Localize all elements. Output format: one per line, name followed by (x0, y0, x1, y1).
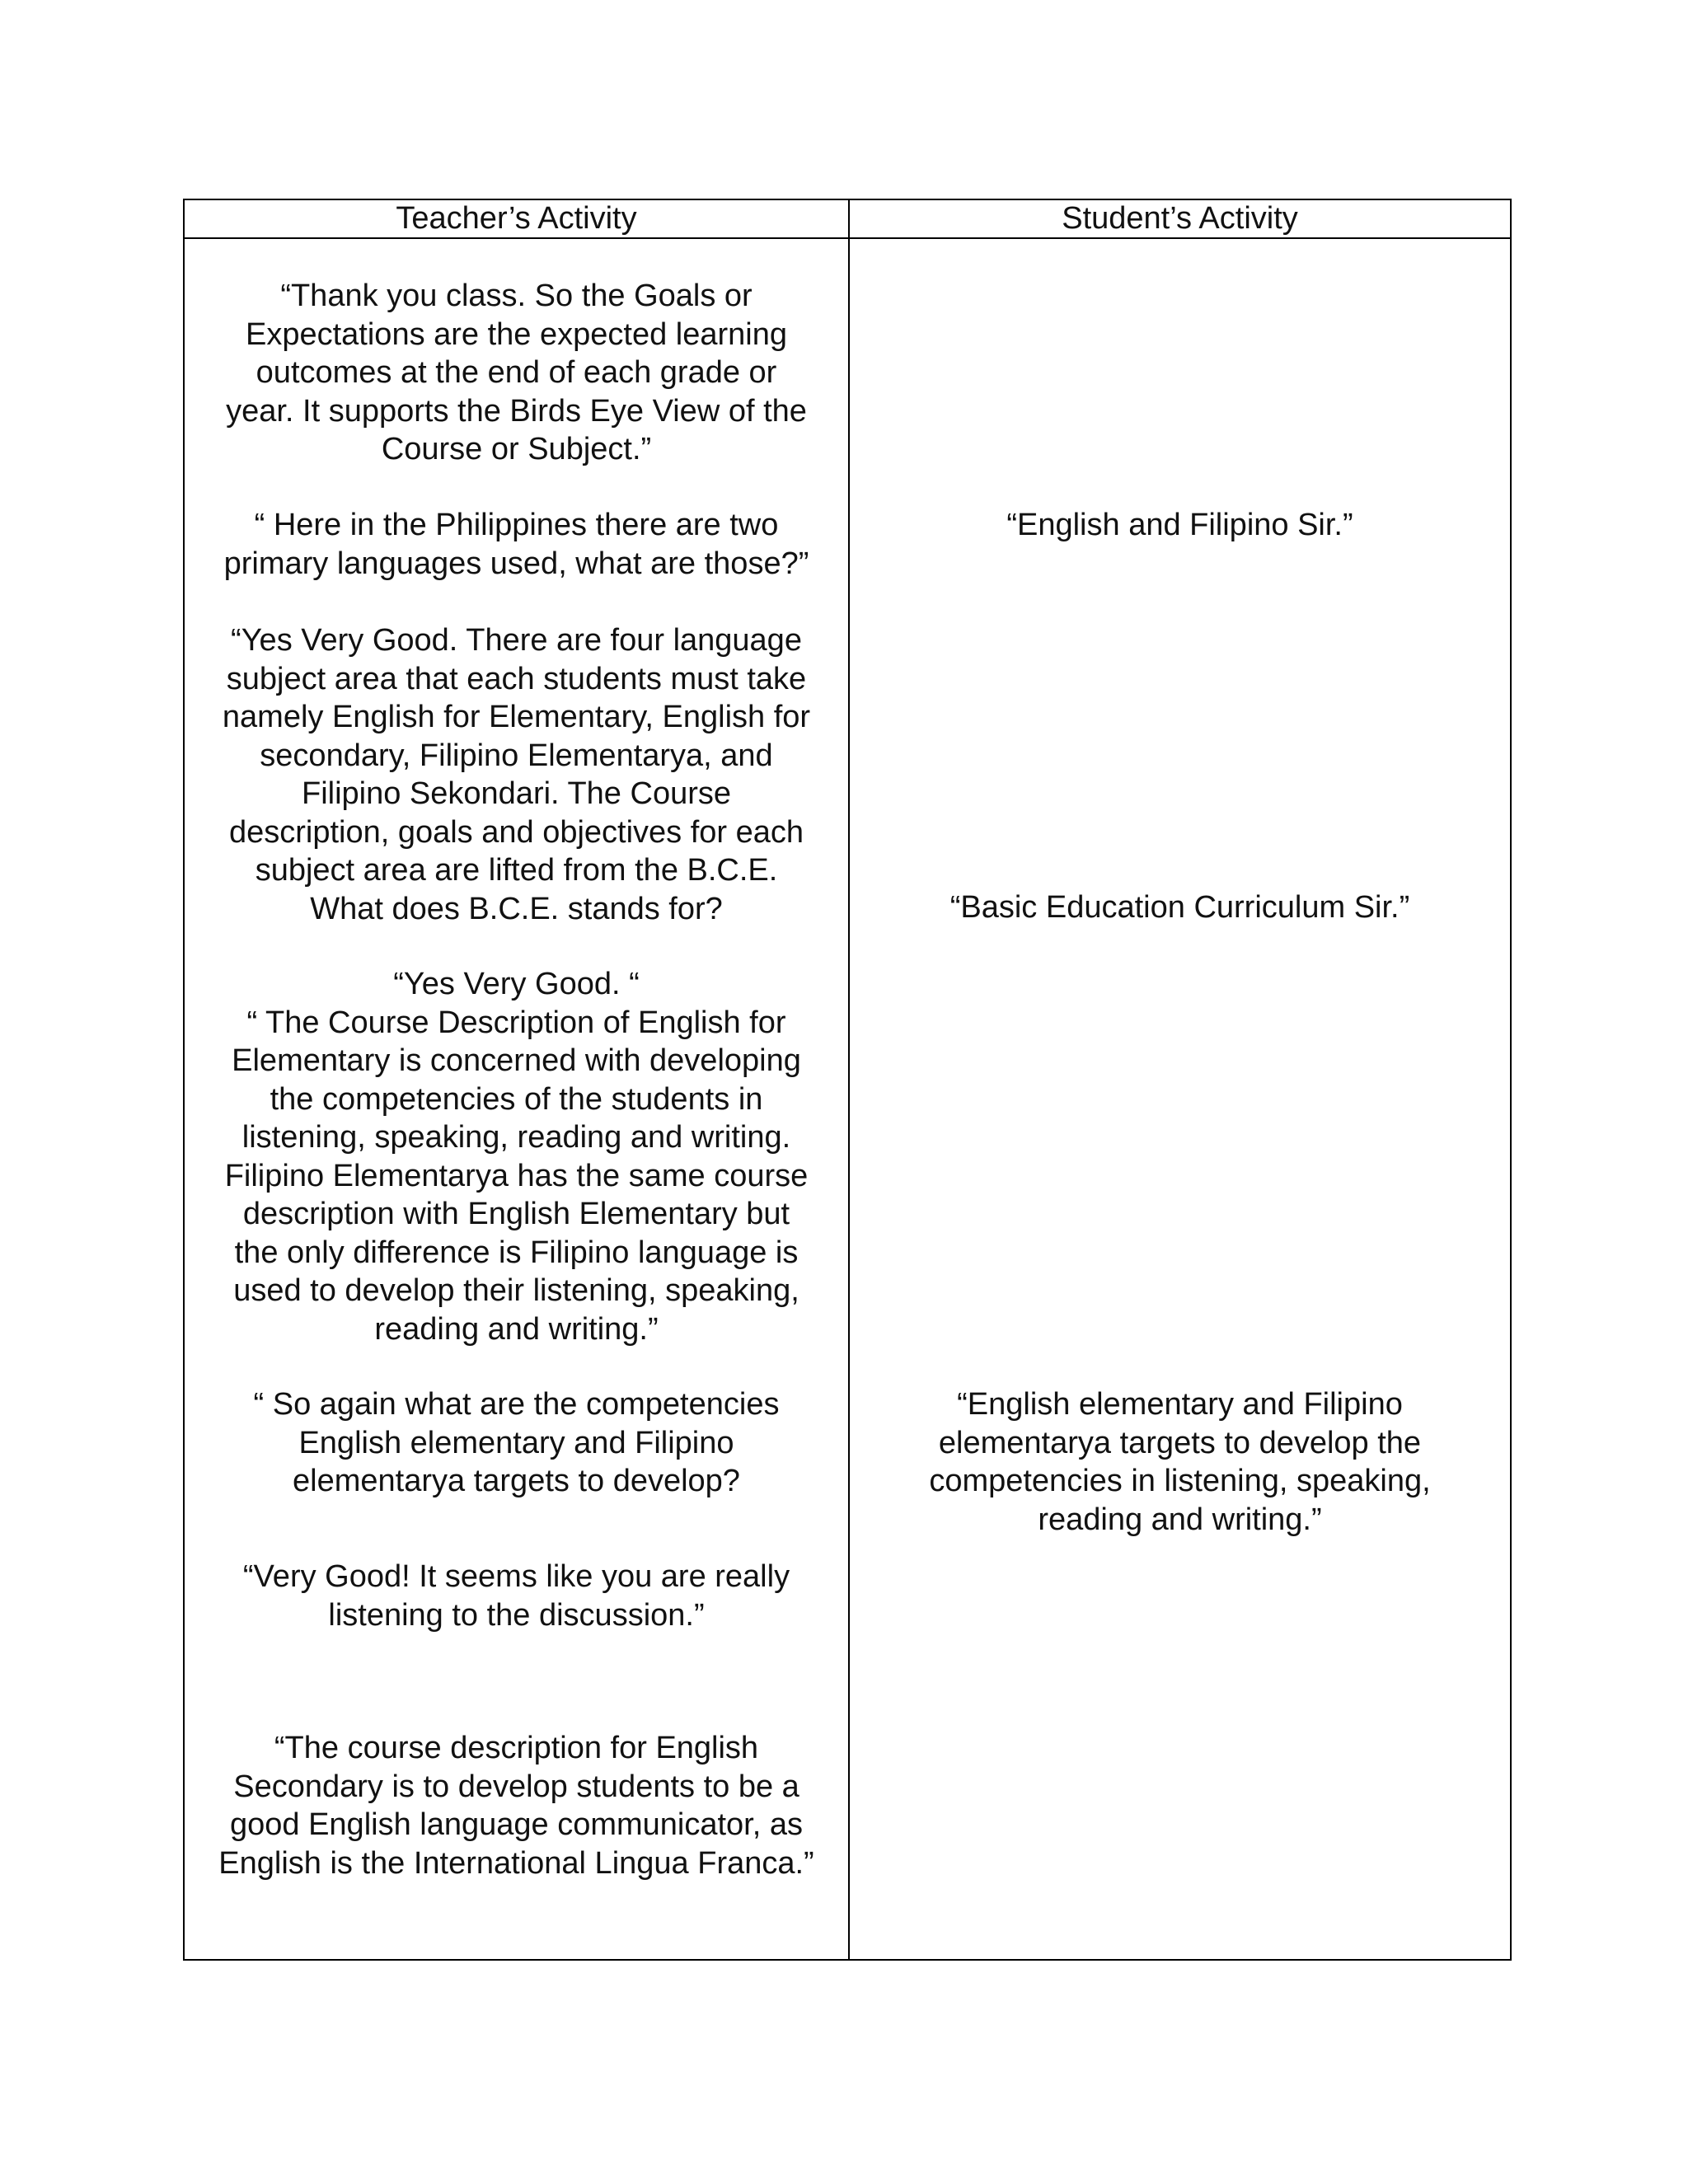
teacher-dialogue-english-secondary (185, 1729, 848, 1882)
text-line: “ The Course Description of English for (246, 1005, 786, 1040)
text-line: “Very Good! It seems like you are really (242, 1559, 790, 1594)
text-line: English elementary and Filipino (298, 1425, 734, 1460)
text-line: primary languages used, what are those?” (223, 546, 809, 581)
text-line: Filipino Sekondari. The Course (301, 776, 731, 811)
text-line: competencies in listening, speaking, (929, 1464, 1431, 1498)
table-header-row (185, 200, 1510, 239)
teacher-dialogue-praise (185, 1558, 848, 1634)
text-line: listening to the discussion.” (328, 1597, 705, 1633)
student-response-competencies (850, 1385, 1510, 1539)
text-line: description with English Elementary but (242, 1197, 790, 1231)
text-line: secondary, Filipino Elementarya, and (260, 738, 773, 773)
text-line: description, goals and objectives for each (228, 814, 804, 850)
text-line: “ So again what are the competencies (253, 1387, 780, 1422)
teacher-dialogue-languages (185, 506, 848, 583)
text-line: Expectations are the expected learning (246, 316, 787, 352)
text-line: subject area that each students must take (226, 661, 807, 696)
student-response-bce (850, 888, 1510, 927)
teacher-activity-header: Teacher’s Activity (396, 201, 637, 236)
text-line: subject area are lifted from the B.C.E. (255, 853, 778, 888)
column-divider (848, 200, 850, 1959)
teacher-dialogue-course-description (185, 965, 848, 1348)
text-line: used to develop their listening, speaking, (233, 1273, 799, 1308)
text-line: “Yes Very Good. “ (393, 967, 640, 1001)
activity-table (183, 199, 1512, 1961)
text-line: reading and writing.” (1038, 1502, 1322, 1537)
student-activity-header: Student’s Activity (1062, 201, 1298, 236)
text-line: listening, speaking, reading and writing. (241, 1120, 791, 1155)
text-line: Elementary is concerned with developing (232, 1043, 801, 1078)
text-line: good English language communicator, as (229, 1807, 803, 1842)
text-line: Secondary is to develop students to be a (233, 1769, 799, 1804)
text-line: outcomes at the end of each grade or (256, 355, 777, 390)
student-response-languages (850, 506, 1510, 545)
text-line: elementarya targets to develop the (938, 1425, 1422, 1460)
text-line: year. It supports the Birds Eye View of the (226, 393, 807, 429)
text-line: “English and Filipino Sir.” (1006, 508, 1353, 542)
text-line: “The course description for English (274, 1731, 759, 1765)
teacher-dialogue-goals (185, 277, 848, 469)
text-line: the only difference is Filipino language is (234, 1235, 799, 1270)
text-line: “Basic Education Curriculum Sir.” (950, 890, 1410, 925)
text-line: “ Here in the Philippines there are two (254, 508, 779, 542)
teacher-dialogue-subject-areas (185, 621, 848, 928)
text-line: Course or Subject.” (381, 432, 652, 466)
teacher-dialogue-competencies-question (185, 1385, 848, 1501)
text-line: “English elementary and Filipino (957, 1387, 1403, 1422)
text-line: What does B.C.E. stands for? (310, 891, 723, 926)
text-line: namely English for Elementary, English for (222, 700, 811, 734)
text-line: “Yes Very Good. There are four language (231, 623, 802, 658)
text-line: “Thank you class. So the Goals or (280, 279, 753, 313)
text-line: elementarya targets to develop? (293, 1464, 740, 1498)
text-line: the competencies of the students in (270, 1081, 763, 1117)
text-line: Filipino Elementarya has the same course (224, 1158, 809, 1193)
text-line: English is the International Lingua Franca.” (218, 1845, 814, 1881)
text-line: reading and writing.” (374, 1311, 659, 1347)
